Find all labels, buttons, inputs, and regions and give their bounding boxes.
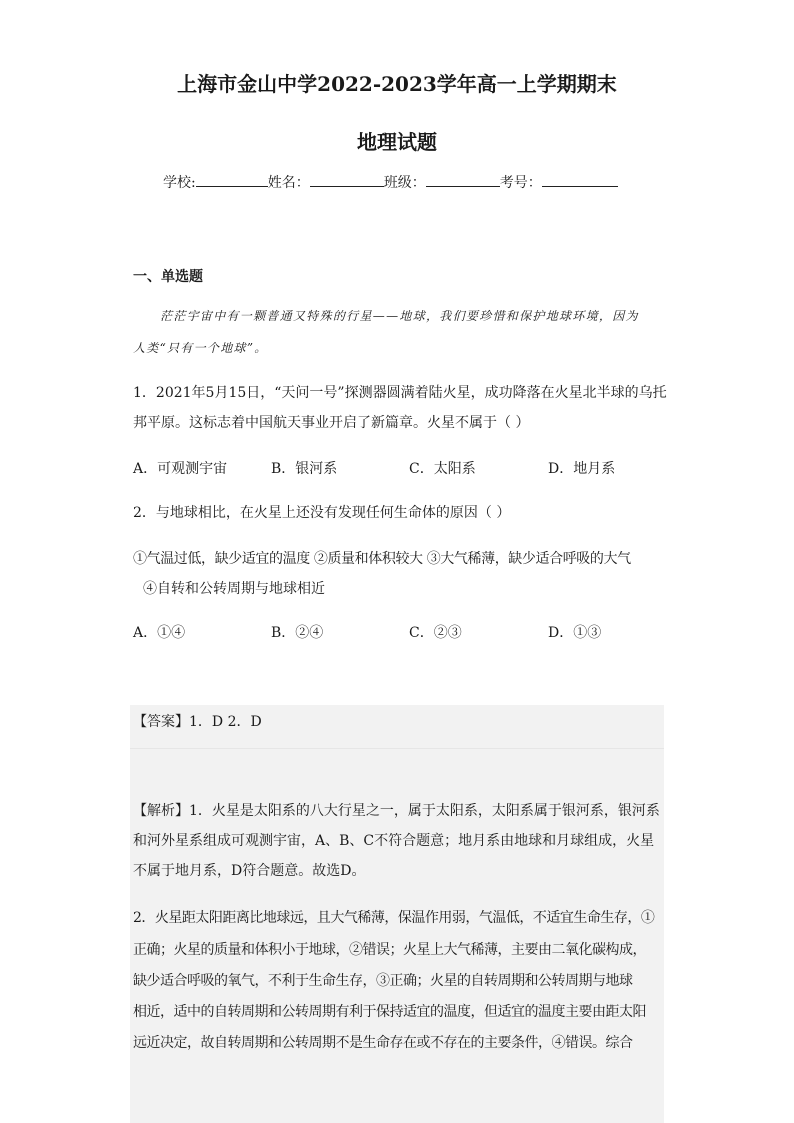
q2-line-1: 2．与地球相比，在火星上还没有发现任何生命体的原因（ ） bbox=[133, 505, 511, 521]
name-label: 姓名： bbox=[267, 175, 310, 191]
analysis-p2-line-4: 相近，适中的自转周期和公转周期有利于保持适宜的温度，但适宜的温度主要由距太阳 bbox=[133, 1004, 646, 1020]
analysis-p1-line-1: 【解析】1．火星是太阳系的八大行星之一，属于太阳系，太阳系属于银河系，银河系 bbox=[133, 803, 660, 819]
class-field[interactable] bbox=[426, 172, 500, 187]
analysis-p2-line-5: 远近决定，故自转周期和公转周期不是生命存在或不存在的主要条件，④错误。综合 bbox=[133, 1035, 633, 1051]
q1-option-a: A．可观测宇宙 bbox=[133, 461, 228, 477]
name-field[interactable] bbox=[310, 172, 384, 187]
school-label: 学校: bbox=[163, 175, 196, 191]
q1-option-d: D．地月系 bbox=[548, 461, 616, 477]
q2-option-b: B．②④ bbox=[271, 625, 324, 641]
q1-line-2: 邦平原。这标志着中国航天事业开启了新篇章。火星不属于（ ） bbox=[133, 415, 530, 431]
analysis-p1-line-2: 和河外星系组成可观测宇宙，A、B、C不符合题意；地月系由地球和月球组成，火星 bbox=[133, 833, 655, 849]
answer-text: 【答案】1．D 2．D bbox=[133, 714, 262, 730]
analysis-p2-line-3: 缺少适合呼吸的氧气，不利于生命生存，③正确；火星的自转周期和公转周期与地球 bbox=[133, 973, 633, 989]
q2-option-c: C．②③ bbox=[409, 625, 462, 641]
answer-divider bbox=[130, 748, 664, 749]
school-field[interactable] bbox=[196, 172, 268, 187]
document-title: 上海市金山中学2022-2023学年高一上学期期末 bbox=[177, 72, 617, 96]
id-label: 考号： bbox=[499, 175, 542, 191]
id-field[interactable] bbox=[542, 172, 618, 187]
intro-line-2: 人类“只有一个地球”。 bbox=[133, 341, 268, 355]
q1-option-c: C．太阳系 bbox=[409, 461, 476, 477]
class-label: 班级： bbox=[383, 175, 426, 191]
q2-line-3: ④自转和公转周期与地球相近 bbox=[143, 581, 325, 597]
document-subtitle: 地理试题 bbox=[357, 130, 437, 154]
q1-line-1: 1．2021年5月15日，“天问一号”探测器圆满着陆火星，成功降落在火星北半球的乌托 bbox=[133, 385, 667, 401]
q2-line-2: ①气温过低，缺少适宜的温度 ②质量和体积较大 ③大气稀薄，缺少适合呼吸的大气 bbox=[133, 551, 631, 567]
analysis-p2-line-1: 2．火星距太阳距离比地球远，且大气稀薄，保温作用弱，气温低，不适宜生命生存，① bbox=[133, 910, 655, 926]
analysis-p1-line-3: 不属于地月系，D符合题意。故选D。 bbox=[133, 863, 366, 879]
q2-option-a: A．①④ bbox=[133, 625, 186, 641]
q2-option-d: D．①③ bbox=[548, 625, 602, 641]
q1-option-b: B．银河系 bbox=[271, 461, 338, 477]
analysis-p2-line-2: 正确；火星的质量和体积小于地球，②错误；火星上大气稀薄，主要由二氧化碳构成， bbox=[133, 942, 646, 958]
intro-line-1: 茫茫宇宙中有一颗普通又特殊的行星——地球，我们要珍惜和保护地球环境，因为 bbox=[160, 309, 639, 323]
student-info-row bbox=[163, 172, 618, 192]
section-heading: 一、单选题 bbox=[133, 269, 203, 285]
